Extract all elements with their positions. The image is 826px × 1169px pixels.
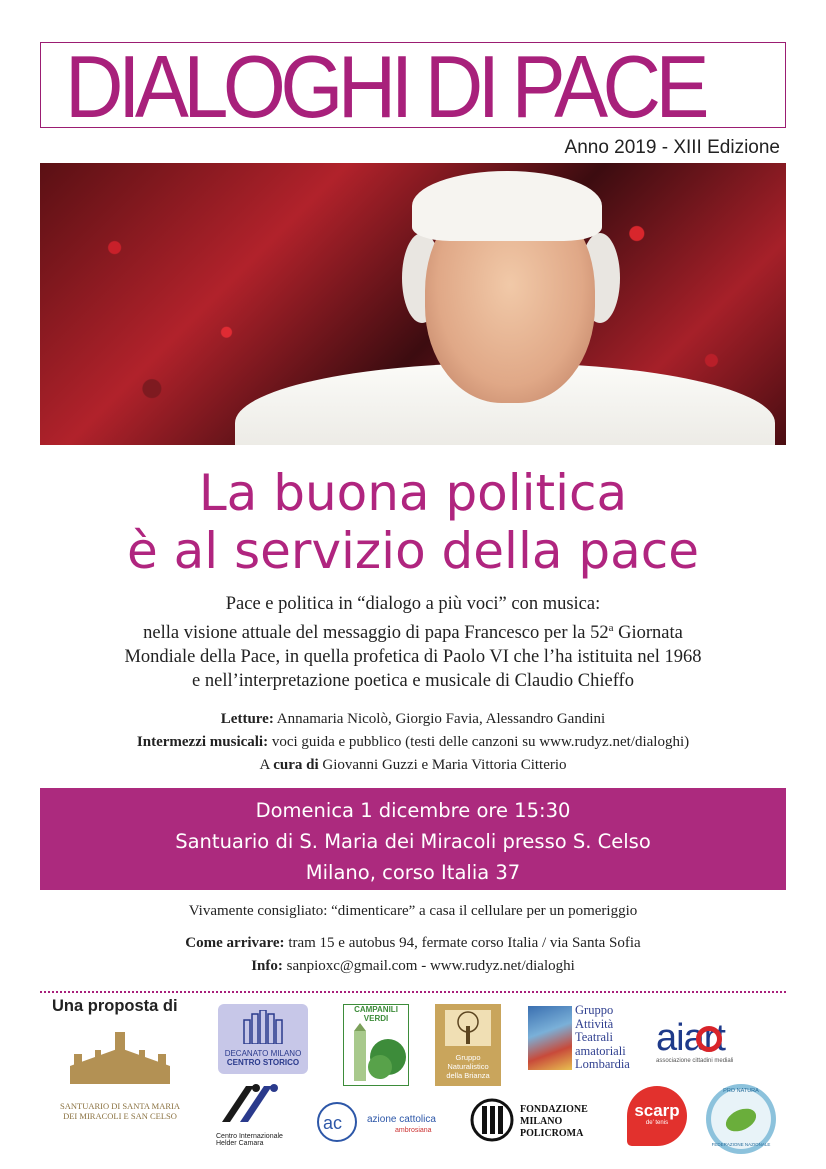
- partners-heading: Una proposta di: [52, 997, 178, 1015]
- intro-line-3: Mondiale della Pace, in quella profetica di Paolo VI che l’ha istituita nel 1968: [124, 647, 702, 668]
- credits: [60, 708, 766, 777]
- directions: [60, 932, 766, 955]
- credits-cura: [60, 754, 766, 777]
- letture-value: Annamaria Nicolò, Giorgio Favia, Alessandro Gandini: [273, 711, 606, 727]
- photo-zucchetto: [412, 171, 602, 241]
- credits-letture: [60, 708, 766, 731]
- headline-line-1: La buona politica: [198, 464, 628, 522]
- azione-cattolica-logo: [315, 1100, 455, 1146]
- aiart-logo: [656, 1018, 780, 1070]
- camara-line-1: Centro Internazionale: [216, 1133, 283, 1140]
- polic-line-1: FONDAZIONE: [520, 1104, 588, 1115]
- dotted-divider: [40, 991, 786, 993]
- santuario-line-2: DEI MIRACOLI E SAN CELSO: [63, 1111, 177, 1121]
- policroma-emblem-icon: [470, 1096, 514, 1144]
- campanili-line-1: CAMPANILI: [354, 1005, 398, 1014]
- gruppo-nat-line-2: Naturalistico: [447, 1062, 489, 1071]
- scarp-logo: [627, 1086, 689, 1152]
- gata-line-5: Lombardia: [575, 1057, 630, 1071]
- cura-pre: A: [259, 757, 274, 773]
- intermezzi-value: voci guida e pubblico (testi delle canzoni su www.rudyz.net/dialoghi): [268, 734, 690, 750]
- figures-icon: [216, 1082, 286, 1128]
- organ-pipes-icon: [241, 1010, 285, 1044]
- ac-sub: ambrosiana: [395, 1127, 432, 1134]
- title-box: [40, 42, 786, 128]
- intro-line-2-a: nella visione attuale del messaggio di papa Francesco per la 52: [143, 623, 609, 644]
- intermezzi-label: Intermezzi musicali:: [136, 734, 269, 750]
- cover-photo: [40, 163, 786, 445]
- decanato-line-1: DECANATO MILANO: [224, 1049, 302, 1058]
- credits-intermezzi: [60, 731, 766, 754]
- aiart-sub: associazione cittadini mediali: [656, 1058, 734, 1064]
- gata-image: [528, 1006, 572, 1070]
- helder-camara-logo: [216, 1082, 316, 1154]
- scarp-name: scarp: [634, 1101, 680, 1120]
- letture-label: Letture:: [220, 711, 274, 727]
- decanato-logo: [218, 1004, 308, 1074]
- advice-text: Vivamente consigliato: “dimenticare” a casa il cellulare per un pomeriggio: [188, 903, 638, 919]
- pronatura-bottom: FEDERAZIONE NAZIONALE: [711, 1142, 771, 1147]
- bell-tower-icon: [344, 1023, 408, 1081]
- gata-logo: [528, 1004, 638, 1074]
- intro-line-4: e nell’interpretazione poetica e musicale di Claudio Chieffo: [192, 671, 634, 692]
- policroma-text: [520, 1104, 588, 1140]
- ac-name: azione cattolica: [367, 1114, 436, 1125]
- campanili-line-2: VERDI: [363, 1014, 389, 1023]
- event-venue: Santuario di S. Maria dei Miracoli presso S. Celso: [175, 830, 651, 853]
- pronatura-top: PRO NATURA: [723, 1088, 759, 1094]
- cura-label: cura di: [273, 757, 319, 773]
- camara-line-2: Helder Camara: [216, 1140, 264, 1147]
- intro-line-2-b: Giornata: [613, 623, 683, 644]
- scarp-sub: de' tenis: [645, 1120, 669, 1126]
- event-band: [40, 788, 786, 890]
- tree-icon: [443, 1008, 493, 1048]
- poster-title: DIALOGHI DI PACE: [65, 42, 704, 128]
- santuario-line-1: SANTUARIO DI SANTA MARIA: [60, 1101, 180, 1111]
- gata-line-2: Attività: [575, 1016, 614, 1031]
- directions-value: tram 15 e autobus 94, fermate corso Italia / via Santa Sofia: [284, 935, 641, 951]
- intro-text: [60, 592, 766, 693]
- santuario-logo: [45, 1028, 195, 1128]
- info: [60, 955, 766, 978]
- aiart-red-circle: [696, 1026, 722, 1052]
- gruppo-naturalistico-logo: [435, 1004, 501, 1086]
- aiart-name: aiart: [656, 1017, 725, 1059]
- info-label: Info:: [251, 958, 283, 974]
- gruppo-nat-line-3: della Brianza: [446, 1071, 490, 1080]
- info-value: sanpioxc@gmail.com - www.rudyz.net/dialoghi: [282, 958, 575, 974]
- svg-text:ac: ac: [323, 1113, 343, 1133]
- event-date: Domenica 1 dicembre ore 15:30: [255, 799, 571, 822]
- ac-emblem-icon: [315, 1100, 363, 1144]
- cura-value: Giovanni Guzzi e Maria Vittoria Citterio: [318, 757, 567, 773]
- santuario-emblem-icon: [60, 1028, 180, 1092]
- headline-line-2: è al servizio della pace: [127, 522, 699, 580]
- event-address: Milano, corso Italia 37: [305, 861, 521, 884]
- polic-line-2: MILANO: [520, 1116, 563, 1127]
- pro-natura-logo: [706, 1084, 778, 1154]
- edition-label: Anno 2019 - XIII Edizione: [564, 137, 780, 158]
- intro-line-1: Pace e politica in “dialogo a più voci” con musica:: [225, 594, 601, 614]
- scarp-badge: [627, 1086, 687, 1146]
- gata-line-4: amatoriali: [575, 1043, 626, 1058]
- directions-label: Come arrivare:: [185, 935, 285, 951]
- gruppo-nat-line-1: Gruppo: [455, 1053, 481, 1062]
- gata-line-1: Gruppo: [575, 1003, 614, 1017]
- gata-text: [575, 1004, 630, 1072]
- notes: [60, 900, 766, 978]
- decanato-line-2: CENTRO STORICO: [226, 1058, 300, 1067]
- policroma-logo: [470, 1096, 610, 1150]
- polic-line-3: POLICROMA: [520, 1128, 584, 1139]
- intro-line-2: [60, 616, 766, 645]
- intro-line-2-sup: a: [608, 622, 614, 634]
- campanili-verdi-logo: [343, 1004, 409, 1086]
- gata-line-3: Teatrali: [575, 1030, 613, 1044]
